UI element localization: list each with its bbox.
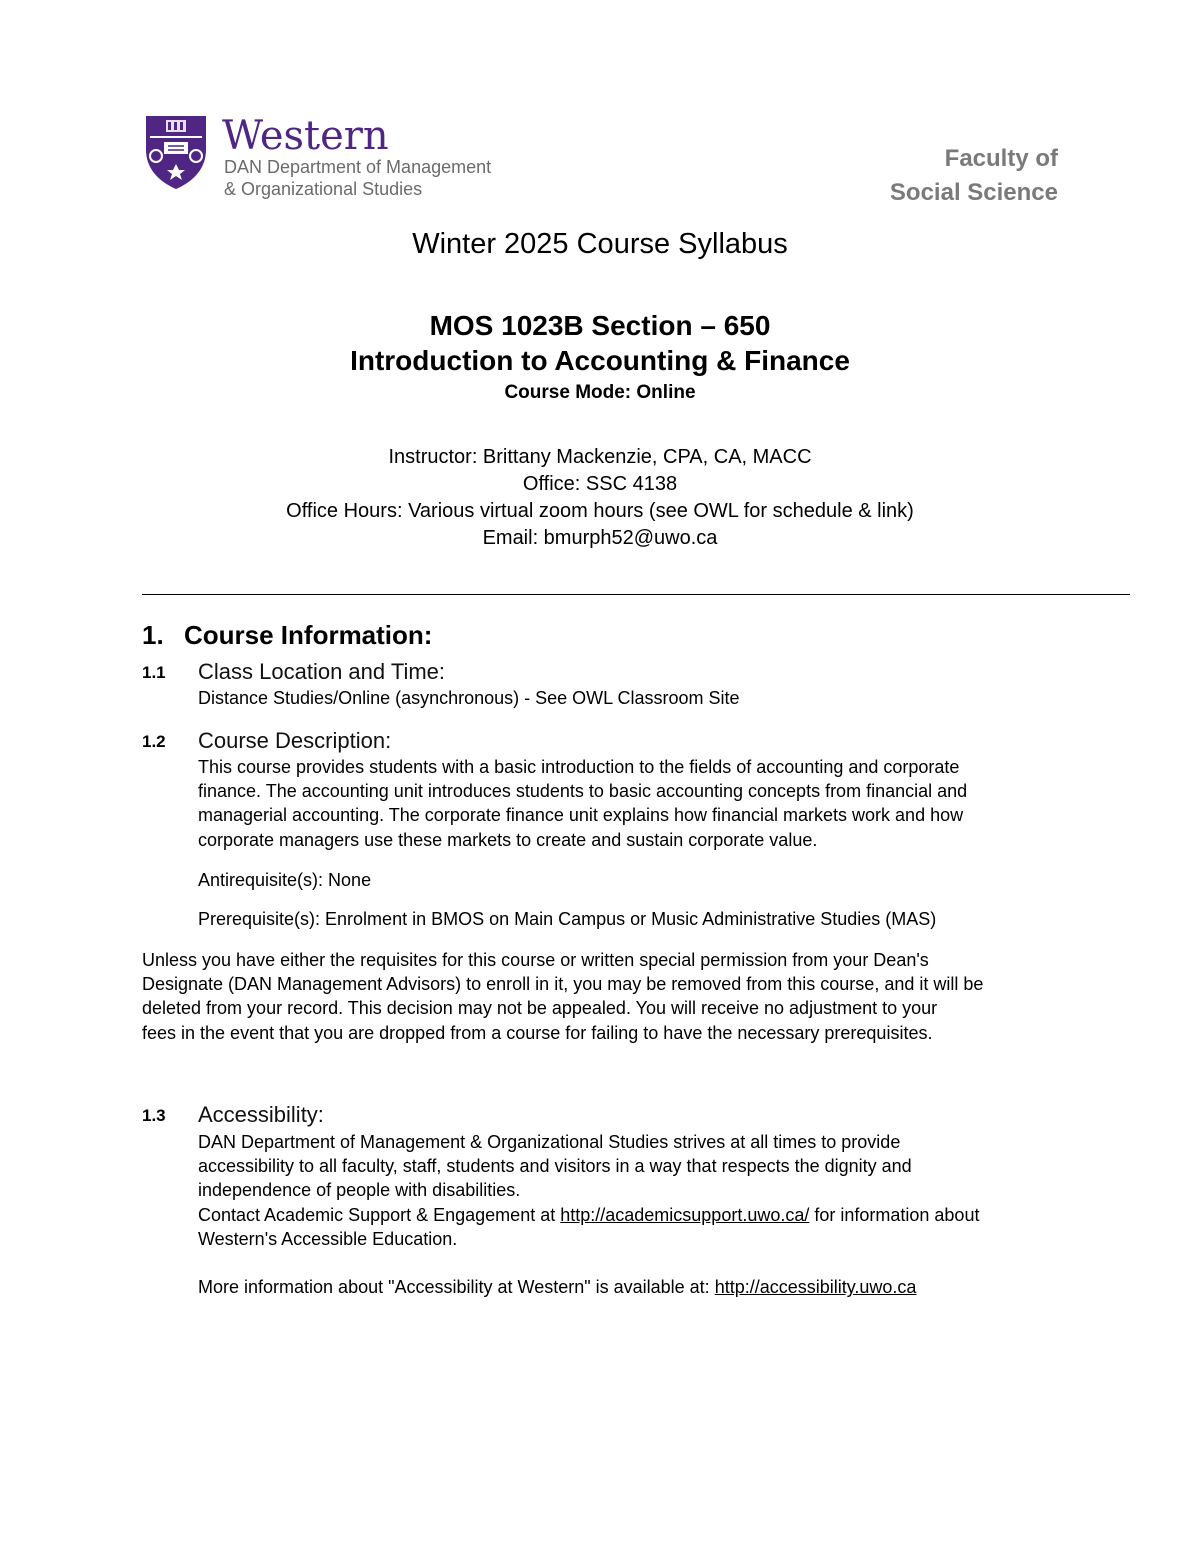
- subsection-number: 1.2: [142, 732, 166, 751]
- accessibility-line: independence of people with disabilities.: [198, 1180, 521, 1201]
- description-line: finance. The accounting unit introduces students to basic accounting concepts from financial and: [198, 781, 968, 802]
- requisites-notice: [142, 948, 983, 1045]
- subsection-title: Accessibility:: [198, 1102, 324, 1127]
- notice-line: Unless you have either the requisites for this course or written special permission from your Dean's: [142, 950, 929, 970]
- accessibility-contact-line2: Western's Accessible Education.: [198, 1228, 458, 1249]
- location-text: Distance Studies/Online (asynchronous) - See OWL Classroom Site: [198, 688, 740, 708]
- academic-support-link[interactable]: http://academicsupport.uwo.ca/: [560, 1204, 810, 1225]
- course-description: [198, 755, 967, 852]
- prerequisite-text: Prerequisite(s): Enrolment in BMOS on Main Campus or Music Administrative Studies (MAS): [198, 909, 937, 929]
- faculty-line1: Faculty of: [944, 145, 1058, 172]
- subsection-title: Course Description:: [198, 728, 392, 753]
- antirequisite-text: Antirequisite(s): None: [198, 870, 372, 890]
- office-line: Office: SSC 4138: [522, 473, 678, 495]
- syllabus-title: Winter 2025 Course Syllabus: [412, 228, 788, 260]
- accessibility-line: accessibility to all faculty, staff, students and visitors in a way that respects the dignity and: [198, 1156, 912, 1177]
- more-prefix: More information about "Accessibility at Western" is available at:: [198, 1277, 715, 1298]
- accessibility-contact-line: [198, 1203, 979, 1227]
- accessibility-more-line: [198, 1275, 979, 1299]
- logo-department-line2: & Organizational Studies: [224, 179, 423, 199]
- description-line: managerial accounting. The corporate finance unit explains how financial markets work and how: [198, 805, 964, 826]
- course-mode: Course Mode: Online: [504, 382, 696, 403]
- western-logo: [144, 112, 514, 199]
- faculty-line2: Social Science: [889, 179, 1058, 206]
- blank-line: [198, 1251, 979, 1275]
- notice-line: fees in the event that you are dropped from a course for failing to have the necessary prerequisites.: [142, 1022, 933, 1043]
- accessibility-line: DAN Department of Management & Organizational Studies strives at all times to provide: [198, 1132, 901, 1152]
- faculty-name: [890, 142, 1058, 210]
- course-code: MOS 1023B Section – 650: [429, 310, 771, 341]
- accessibility-link[interactable]: http://accessibility.uwo.ca: [714, 1277, 917, 1298]
- horizontal-divider: [142, 594, 1130, 595]
- section-heading-course-information: [142, 619, 432, 651]
- notice-line: deleted from your record. This decision may not be appealed. You will receive no adjustment to your: [142, 998, 938, 1019]
- section-title: Course Information:: [184, 620, 433, 650]
- subsection-number: 1.1: [142, 663, 166, 682]
- instructor-line: Instructor: Brittany Mackenzie, CPA, CA, MACC: [388, 446, 812, 468]
- logo-wordmark: Western: [222, 113, 389, 159]
- subsection-title: Class Location and Time:: [198, 659, 446, 684]
- notice-line: Designate (DAN Management Advisors) to enroll in it, you may be removed from this course, and it will be: [142, 974, 984, 995]
- contact-prefix: Contact Academic Support & Engagement at: [198, 1204, 561, 1225]
- office-hours-line: Office Hours: Various virtual zoom hours (see OWL for schedule & link): [286, 500, 914, 522]
- description-line: This course provides students with a basic introduction to the fields of accounting and corporate: [198, 757, 960, 777]
- western-shield-icon: [144, 112, 208, 190]
- contact-suffix: for information about: [809, 1204, 980, 1225]
- logo-department-line1: DAN Department of Management: [224, 157, 492, 177]
- subsection-number: 1.3: [142, 1106, 166, 1125]
- accessibility-text: [198, 1130, 979, 1299]
- email-line[interactable]: Email: bmurph52@uwo.ca: [482, 527, 718, 549]
- course-name: Introduction to Accounting & Finance: [350, 345, 850, 376]
- description-line: corporate managers use these markets to create and sustain corporate value.: [198, 829, 818, 850]
- section-number: 1.: [142, 620, 164, 650]
